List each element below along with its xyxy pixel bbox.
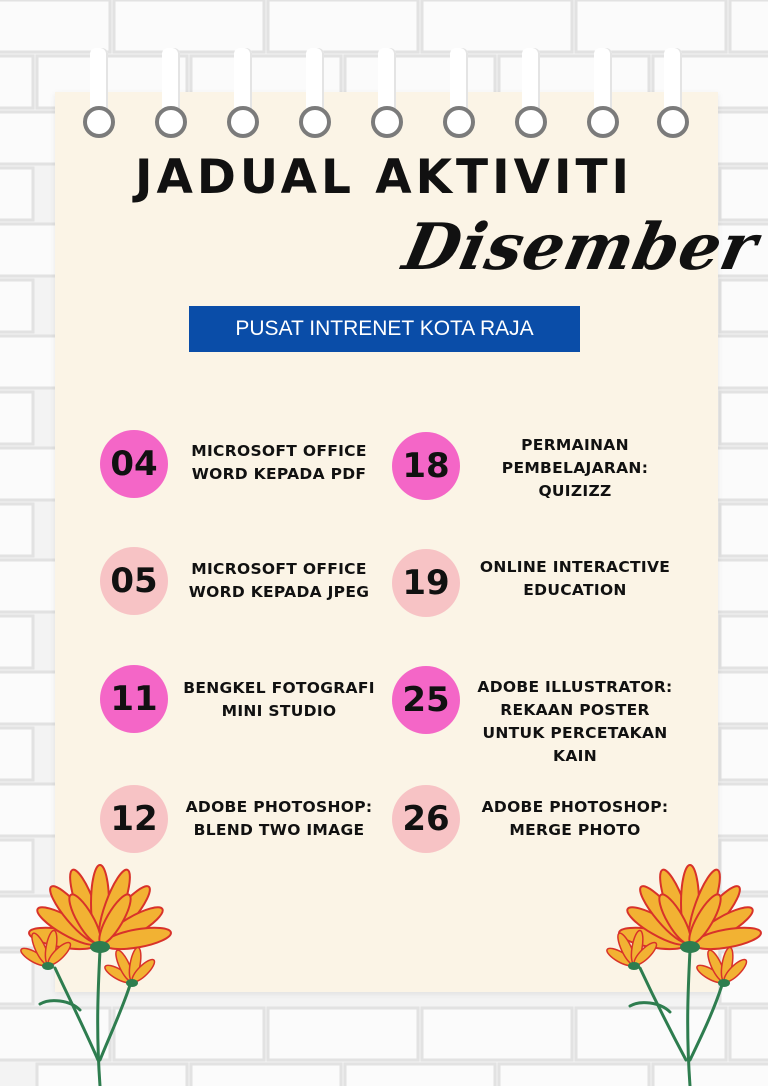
date-circle: 12 bbox=[100, 785, 168, 853]
location-banner: PUSAT INTRENET KOTA RAJA bbox=[189, 306, 580, 352]
month-script-title: Disember bbox=[397, 210, 765, 285]
event-label: MICROSOFT OFFICE WORD KEPADA JPEG bbox=[188, 560, 370, 601]
date-circle: 18 bbox=[392, 432, 460, 500]
date-circle: 25 bbox=[392, 666, 460, 734]
event-label: ADOBE PHOTOSHOP: MERGE PHOTO bbox=[481, 798, 669, 839]
date-circle: 04 bbox=[100, 430, 168, 498]
event-label: ADOBE PHOTOSHOP: BLEND TWO IMAGE bbox=[185, 798, 373, 839]
spiral-ring-icon bbox=[657, 48, 689, 138]
event-label: ADOBE ILLUSTRATOR: REKAAN POSTER UNTUK PERCETAKAN KAIN bbox=[477, 678, 673, 765]
date-circle: 19 bbox=[392, 549, 460, 617]
spiral-ring-icon bbox=[227, 48, 259, 138]
spiral-ring-icon bbox=[299, 48, 331, 138]
event-label: ONLINE INTERACTIVE EDUCATION bbox=[479, 558, 671, 599]
spiral-ring-icon bbox=[515, 48, 547, 138]
event-label: PERMAINAN PEMBELAJARAN: QUIZIZZ bbox=[501, 436, 649, 500]
spiral-ring-icon bbox=[155, 48, 187, 138]
date-circle: 26 bbox=[392, 785, 460, 853]
spiral-ring-icon bbox=[371, 48, 403, 138]
event-label: MICROSOFT OFFICE WORD KEPADA PDF bbox=[191, 442, 367, 483]
page-title: JADUAL AKTIVITI bbox=[134, 150, 634, 205]
event-label: BENGKEL FOTOGRAFI MINI STUDIO bbox=[183, 679, 375, 720]
spiral-ring-icon bbox=[587, 48, 619, 138]
date-circle: 05 bbox=[100, 547, 168, 615]
spiral-ring-icon bbox=[83, 48, 115, 138]
date-circle: 11 bbox=[100, 665, 168, 733]
spiral-ring-icon bbox=[443, 48, 475, 138]
